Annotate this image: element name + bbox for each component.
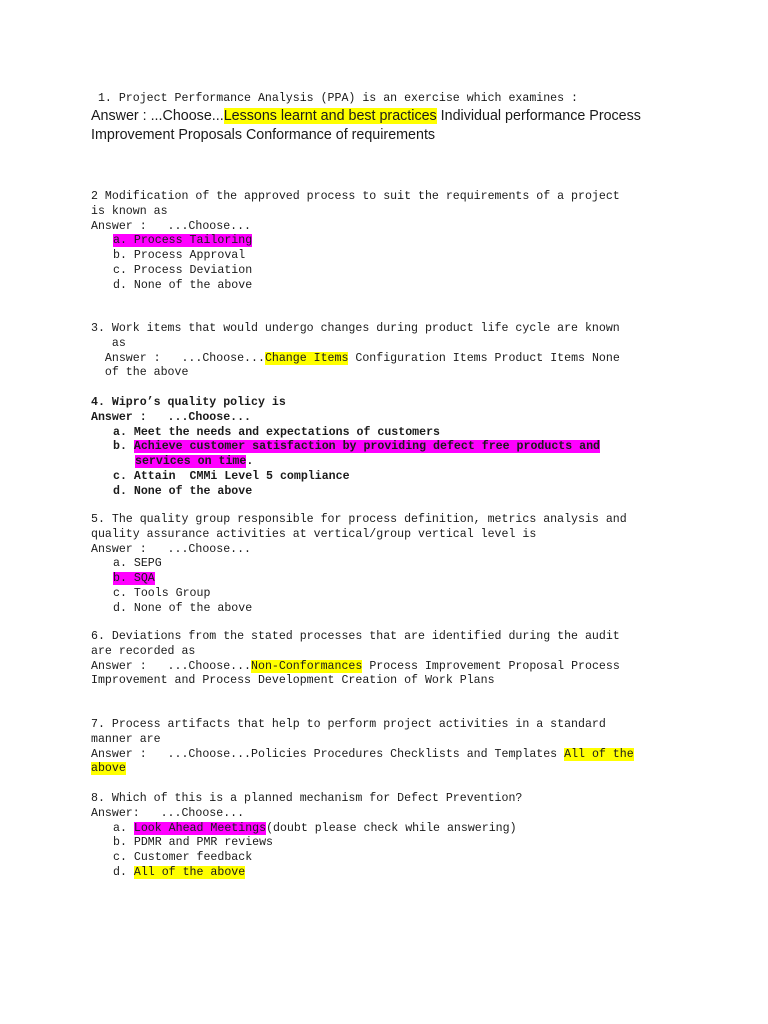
question-2 <box>91 190 691 294</box>
question-5-text-line2: quality assurance activities at vertical/group vertical level is <box>91 527 537 541</box>
question-7 <box>91 718 691 777</box>
question-6-answer-line2: Improvement and Process Development Creation of Work Plans <box>91 674 495 688</box>
question-4 <box>91 396 691 500</box>
question-6 <box>91 630 691 689</box>
option-a <box>91 234 691 249</box>
option-d: d. None of the above <box>113 484 253 498</box>
question-5 <box>91 513 691 617</box>
question-4-text: 4. Wipro’s quality policy is <box>91 396 286 409</box>
question-8-text: 8. Which of this is a planned mechanism for Defect Prevention? <box>91 792 523 805</box>
option-d-highlight: All of the above <box>133 865 246 879</box>
option-d: d. None of the above <box>113 601 253 615</box>
answer-options-text: Individual performance Process Improvement Proposals Conformance of requirements <box>91 107 641 143</box>
answer-options-text: Answer : ...Choose...Policies Procedures Checklists and Templates <box>91 747 565 761</box>
question-6-text-line2: are recorded as <box>91 644 196 658</box>
option-b: b. Process Approval <box>113 249 246 263</box>
option-c: c. Attain CMMi Level 5 compliance <box>113 469 350 483</box>
option-b-highlight-line2: services on time <box>135 455 247 469</box>
question-3 <box>91 322 691 381</box>
question-5-text-line1: 5. The quality group responsible for process definition, metrics analysis and <box>91 513 627 526</box>
question-8-answer: Answer: ...Choose... <box>91 806 245 820</box>
option-a: a. Meet the needs and expectations of customers <box>113 425 440 439</box>
option-b <box>91 440 691 455</box>
option-b-suffix: . <box>246 455 254 469</box>
selected-answer-highlight-line2: above <box>91 762 126 776</box>
selected-answer-highlight: Lessons learnt and best practices <box>223 107 437 124</box>
option-c: c. Process Deviation <box>113 263 253 277</box>
option-a-note: (doubt please check while answering) <box>266 821 517 835</box>
question-3-text-line1: 3. Work items that would undergo changes during product life cycle are known <box>91 322 620 335</box>
question-6-answer-line1 <box>91 660 691 675</box>
option-d-prefix: d. <box>113 865 134 879</box>
question-5-answer: Answer : ...Choose... <box>91 542 252 556</box>
option-b-continued <box>91 455 691 470</box>
selected-answer-highlight: Non-Conformances <box>251 659 363 673</box>
answer-prefix: Answer : ...Choose... <box>91 351 265 365</box>
question-7-answer-line1 <box>91 748 691 763</box>
question-3-text-line2: as <box>91 336 126 350</box>
question-7-text-line1: 7. Process artifacts that help to perform project activities in a standard <box>91 718 606 731</box>
option-a <box>91 822 691 837</box>
question-4-answer: Answer : ...Choose... <box>91 410 252 424</box>
option-c: c. Tools Group <box>113 586 211 600</box>
question-1 <box>91 92 691 145</box>
question-7-answer-line2 <box>91 762 691 777</box>
answer-options-text: Configuration Items Product Items None <box>348 351 620 365</box>
option-b <box>91 572 691 587</box>
option-a-prefix: a. <box>113 821 134 835</box>
selected-answer-highlight: Change Items <box>264 351 349 365</box>
option-a: a. SEPG <box>113 557 162 571</box>
option-a-highlight: Look Ahead Meetings <box>133 821 267 835</box>
question-2-text-line2: is known as <box>91 204 168 218</box>
question-8 <box>91 792 691 881</box>
question-6-text-line1: 6. Deviations from the stated processes that are identified during the audit <box>91 630 620 643</box>
option-b-prefix: b. <box>113 440 134 454</box>
question-3-answer-line1 <box>91 352 691 367</box>
question-3-answer-line2: of the above <box>91 366 189 380</box>
option-d: d. None of the above <box>113 278 253 292</box>
question-1-text: 1. Project Performance Analysis (PPA) is an exercise which examines : <box>91 92 579 105</box>
option-d <box>91 866 691 881</box>
option-b-highlight: b. SQA <box>113 572 155 586</box>
question-2-answer: Answer : ...Choose... <box>91 219 252 233</box>
question-7-text-line2: manner are <box>91 732 161 746</box>
answer-options-text: Process Improvement Proposal Process <box>362 659 620 673</box>
question-1-answer <box>91 107 651 145</box>
answer-prefix: Answer : ...Choose... <box>91 659 252 673</box>
option-a-highlight: a. Process Tailoring <box>113 234 253 248</box>
answer-prefix: Answer : ...Choose... <box>91 107 224 124</box>
option-c: c. Customer feedback <box>113 851 253 865</box>
option-b: b. PDMR and PMR reviews <box>113 836 274 850</box>
question-2-text-line1: 2 Modification of the approved process to suit the requirements of a project <box>91 190 620 203</box>
option-b-highlight-line1: Achieve customer satisfaction by providing defect free products and <box>133 440 601 454</box>
selected-answer-highlight-line1: All of the <box>564 747 634 761</box>
